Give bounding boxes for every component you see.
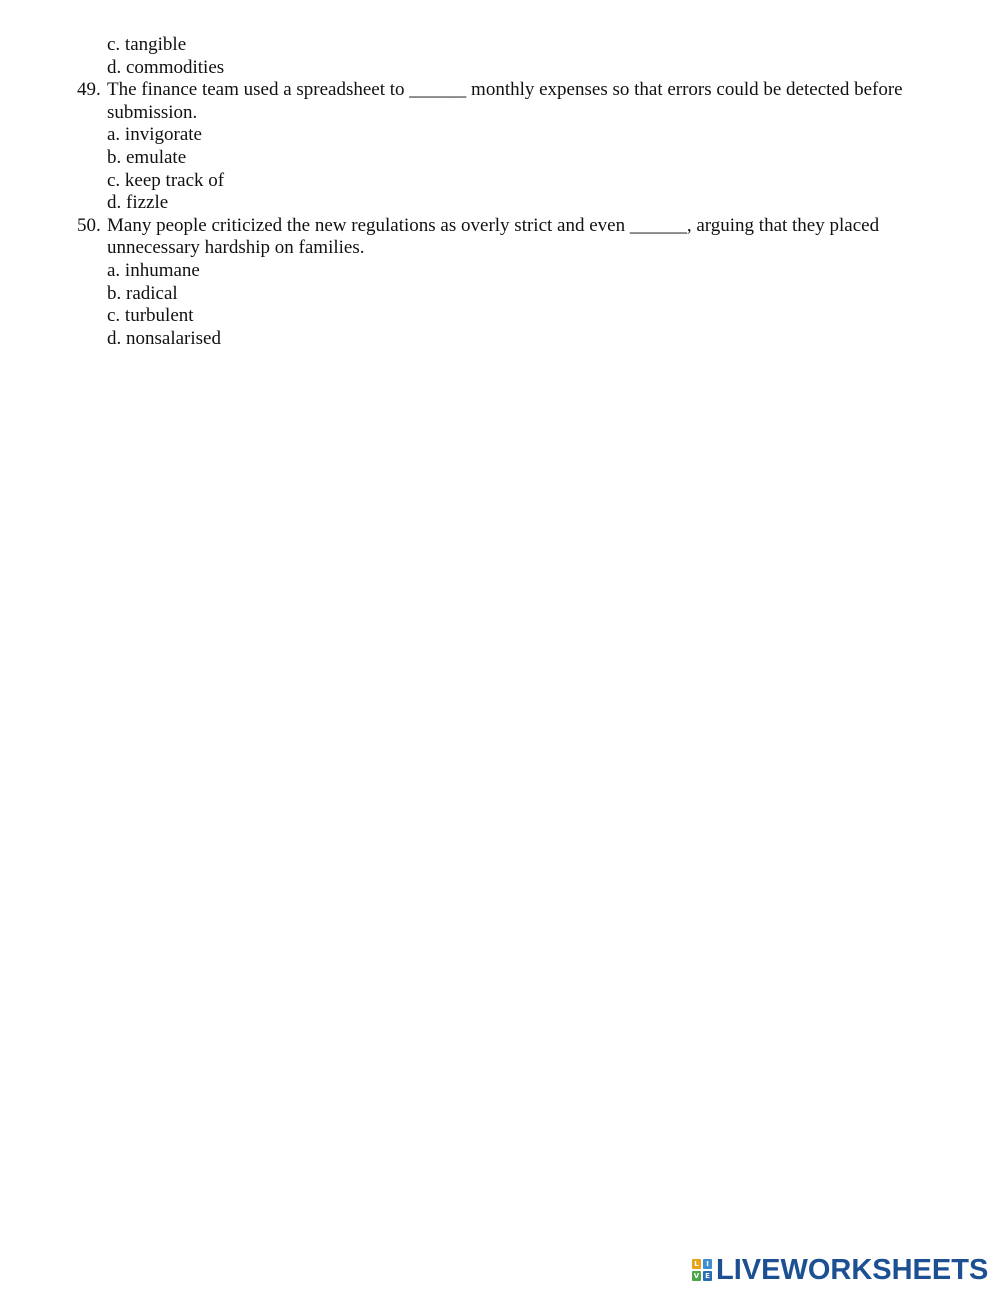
answer-option: b. radical <box>107 282 178 304</box>
badge-letter: L <box>692 1259 701 1269</box>
worksheet-content <box>77 34 957 350</box>
question-text: The finance team used a spreadsheet to ______ monthly expenses so that errors could be detected before submission. <box>107 79 903 123</box>
answer-option: c. keep track of <box>107 169 225 191</box>
question-number: 49. <box>77 79 101 101</box>
answer-option: d. commodities <box>107 56 225 78</box>
answer-option: c. turbulent <box>107 305 194 327</box>
badge-letter: E <box>703 1271 712 1281</box>
question-text: Many people criticized the new regulations as overly strict and even ______, arguing that they placed unnecessary hardship on families. <box>107 214 880 259</box>
badge-letter: I <box>703 1259 712 1269</box>
answer-option: c. tangible <box>107 34 187 55</box>
question-number: 50. <box>77 214 101 236</box>
question-49 <box>77 79 957 124</box>
logo-text: LIVEWORKSHEETS <box>716 1254 989 1286</box>
answer-option: a. invigorate <box>107 124 202 146</box>
liveworksheets-logo <box>692 1256 988 1284</box>
live-badge-icon <box>692 1259 712 1281</box>
answer-option: b. emulate <box>107 146 187 168</box>
question-50 <box>77 215 957 260</box>
answer-option: a. inhumane <box>107 259 200 281</box>
answer-option: d. fizzle <box>107 192 169 214</box>
answer-option: d. nonsalarised <box>107 327 221 349</box>
badge-letter: V <box>693 1272 700 1280</box>
